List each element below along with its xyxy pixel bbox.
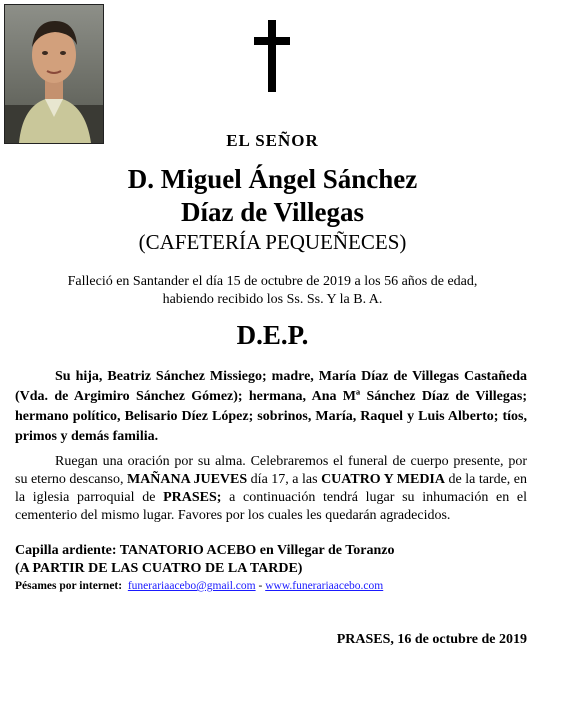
dep-heading: D.E.P. bbox=[236, 320, 309, 350]
deceased-name-line1: D. Miguel Ángel Sánchez bbox=[127, 164, 418, 194]
condolences-label: Pésames por internet: bbox=[15, 580, 123, 592]
ceremony-time: CUATRO Y MEDIA bbox=[321, 472, 445, 487]
death-notice-line1: Falleció en Santander el día 15 de octubre de 2019 a los 56 años de edad, bbox=[67, 274, 478, 289]
death-notice-line2: habiendo recibido los Ss. Ss. Y la B. A. bbox=[162, 292, 383, 307]
title-senor: EL SEÑOR bbox=[226, 131, 319, 150]
link-separator: - bbox=[255, 580, 266, 592]
death-notice bbox=[0, 273, 545, 309]
email-link[interactable]: funerariaacebo@gmail.com bbox=[127, 580, 256, 592]
ceremony-text-3: de la tarde, en la iglesia parroquial de bbox=[15, 472, 528, 505]
deceased-nickname: (CAFETERÍA PEQUEÑECES) bbox=[138, 230, 407, 254]
deceased-name-line2: Díaz de Villegas bbox=[181, 197, 364, 227]
ceremony-text-4: a continuación tendrá lugar su inhumación en el cementerio del mismo lugar. Favores por los cuales les quedarán agradecidos. bbox=[15, 490, 527, 523]
condolences-line bbox=[15, 580, 383, 592]
ceremony-day: MAÑANA JUEVES bbox=[126, 472, 248, 487]
cross-icon bbox=[252, 20, 292, 92]
website-link[interactable]: www.funerariaacebo.com bbox=[265, 580, 384, 592]
ceremony-paragraph bbox=[15, 453, 527, 525]
ceremony-place: PRASES; bbox=[163, 490, 222, 505]
chapel-line2: (A PARTIR DE LAS CUATRO DE LA TARDE) bbox=[15, 561, 303, 576]
chapel-line1: Capilla ardiente: TANATORIO ACEBO en Villegar de Toranzo bbox=[15, 543, 395, 558]
ceremony-text-1: Ruegan una oración por su alma. Celebraremos el funeral de cuerpo presente, por su eterno descanso, bbox=[15, 454, 527, 487]
ceremony-text-2: día 17, a las bbox=[247, 472, 322, 487]
place-date: PRASES, 16 de octubre de 2019 bbox=[336, 632, 527, 647]
family-paragraph: Su hija, Beatriz Sánchez Missiego; madre, María Díaz de Villegas Castañeda (Vda. de Argimiro Sánchez Gómez); hermana, Ana Mª Sánchez Díaz de Villegas; hermano político, Belisario Díez López; sobrinos, María, Raquel y Luis Alberto; tíos, primos y demás familia. bbox=[15, 369, 527, 444]
portrait-photo bbox=[4, 4, 104, 144]
portrait-image bbox=[5, 5, 103, 143]
